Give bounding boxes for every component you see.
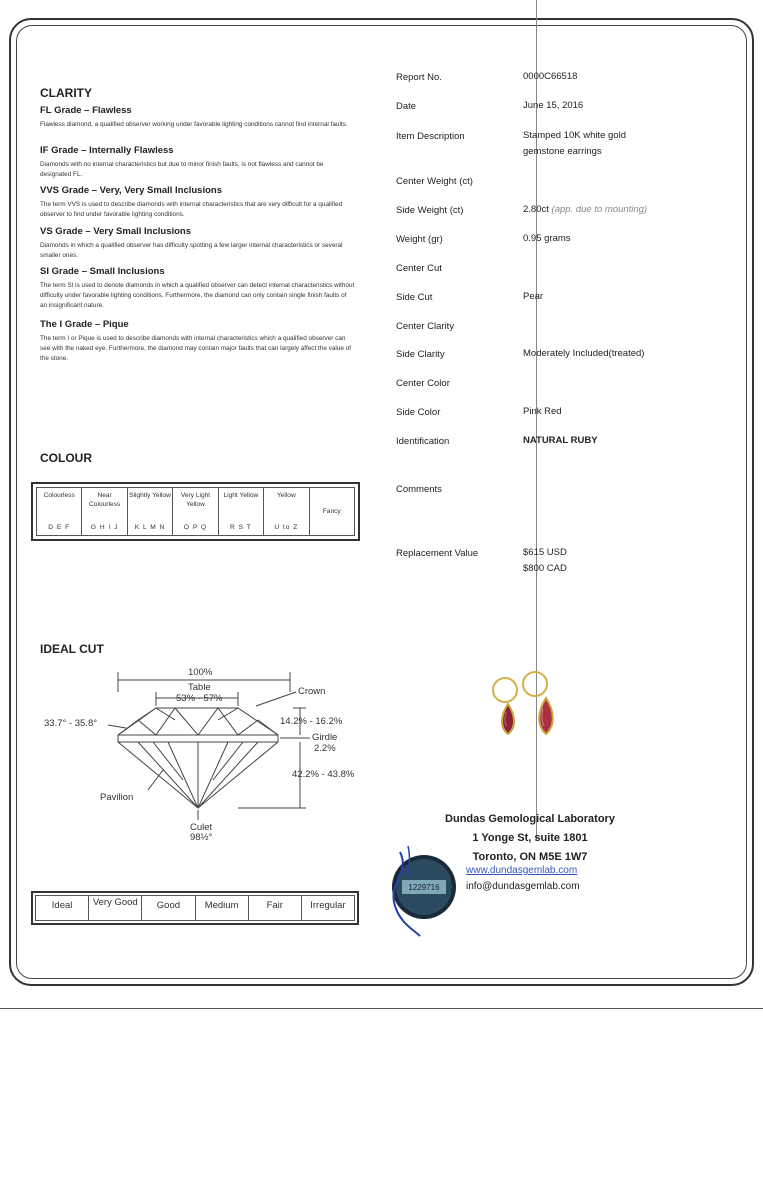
colour-cell xyxy=(82,488,127,535)
table-range-label: 53% - 57% xyxy=(176,693,223,704)
weight-value: 0.95 grams xyxy=(523,233,571,244)
earrings-photo xyxy=(470,664,570,744)
colour-name: Very Light Yellow xyxy=(180,492,211,508)
side-cut-value: Pear xyxy=(523,291,544,302)
clarity-grade-desc: The term I or Pique is used to describe diamonds with internal characteristics which a qualified observer can see with the naked eye. Furthermore, the diamond may contain major faults that can largely affect the value of the stone. xyxy=(40,335,352,362)
cut-grade-cell: Very Good xyxy=(89,896,142,920)
cut-grade-cell: Ideal xyxy=(36,896,89,920)
seal-number: 1229716 xyxy=(408,883,440,892)
colour-cell xyxy=(264,488,309,535)
crown-height-label: 14.2% - 16.2% xyxy=(280,716,343,727)
replacement-usd-value: $615 USD xyxy=(523,547,567,558)
lab-email: info@dundasgemlab.com xyxy=(466,881,580,892)
item-description-label: Item Description xyxy=(396,131,465,142)
colour-scale-table xyxy=(31,482,360,541)
center-cut-label: Center Cut xyxy=(396,263,442,274)
colour-name: Slightly Yellow xyxy=(129,492,171,499)
colour-cell xyxy=(310,488,354,535)
page-bottom-rule xyxy=(0,1008,763,1009)
identification-label: Identification xyxy=(396,436,450,447)
comments-label: Comments xyxy=(396,484,442,495)
hologram-seal xyxy=(380,842,468,937)
report-no-value: 0000C66518 xyxy=(523,71,578,82)
clarity-grade-title: The I Grade – Pique xyxy=(40,319,129,330)
pavilion-label: Pavilion xyxy=(100,792,134,803)
cut-grade-cell: Irregular xyxy=(310,900,346,911)
side-color-value: Pink Red xyxy=(523,406,562,417)
center-weight-label: Center Weight (ct) xyxy=(396,176,473,187)
crown-angle-label: 33.7° - 35.8° xyxy=(44,718,98,729)
girdle-pct-label: 2.2% xyxy=(314,743,336,754)
lab-address-line2: Toronto, ON M5E 1W7 xyxy=(472,851,588,863)
pavilion-depth-label: 42.2% - 43.8% xyxy=(292,769,355,780)
side-cut-label: Side Cut xyxy=(396,292,433,303)
clarity-grade-desc: The term VVS is used to describe diamonds with internal characteristics that are very difficult for a qualified observer to find under favorable lighting conditions. xyxy=(40,201,343,218)
colour-grades: G H I J xyxy=(90,524,119,531)
item-description-value: Stamped 10K white gold xyxy=(523,130,626,141)
table-label: Table xyxy=(188,682,211,693)
side-color-label: Side Color xyxy=(396,407,441,418)
replacement-cad-value: $800 CAD xyxy=(523,563,567,574)
colour-name: Colourless xyxy=(43,492,75,499)
culet-pct-label: 98½° xyxy=(190,832,213,843)
date-label: Date xyxy=(396,101,417,112)
cut-grade-table xyxy=(31,891,359,925)
colour-name: Yellow xyxy=(276,492,296,499)
clarity-grade-desc: Diamonds in which a qualified observer has difficulty spotting a few larger internal characteristics or several smaller ones. xyxy=(40,242,343,259)
clarity-grade-desc: Diamonds with no internal characteristics but due to minor finish faults, is not flawless and cannot be designated FL. xyxy=(40,161,324,178)
culet-label: Culet xyxy=(190,822,213,833)
colour-name: Near Colourless xyxy=(89,492,121,508)
colour-name: Fancy xyxy=(322,507,341,515)
side-weight-note: (app. due to mounting) xyxy=(551,204,648,215)
side-clarity-value: Moderately Included(treated) xyxy=(523,348,645,359)
clarity-grade-desc: Flawless diamond, a qualified observer working under favorable lighting conditions cannot find internal faults. xyxy=(40,121,348,128)
ideal-cut-heading: IDEAL CUT xyxy=(40,642,104,656)
crown-label: Crown xyxy=(298,686,326,697)
colour-grades: U to Z xyxy=(274,524,299,531)
item-description-value-line2: gemstone earrings xyxy=(523,146,602,157)
colour-grades: D E F xyxy=(48,524,71,531)
girdle-label: Girdle xyxy=(312,732,338,743)
cut-grade-cell: Fair xyxy=(249,896,302,920)
colour-heading: COLOUR xyxy=(40,451,92,465)
side-weight-value xyxy=(523,202,647,218)
side-weight-label: Side Weight (ct) xyxy=(396,205,464,216)
weight-label: Weight (gr) xyxy=(396,234,443,245)
colour-name: Light Yellow xyxy=(223,492,259,499)
clarity-grade-desc: The term SI is used to denote diamonds in which a qualified observer can detect internal characteristics without difficulty under favorable lighting conditions. Furthermore, the diamond can only contain single finish faults of an insignificant nature. xyxy=(40,282,355,309)
colour-cell xyxy=(128,488,173,535)
clarity-heading: CLARITY xyxy=(40,86,92,100)
lab-address-line1: 1 Yonge St, suite 1801 xyxy=(472,832,588,844)
clarity-grade-title: VS Grade – Very Small Inclusions xyxy=(40,226,192,237)
colour-grades: R S T xyxy=(230,524,252,531)
identification-value: NATURAL RUBY xyxy=(523,435,598,446)
report-no-label: Report No. xyxy=(396,72,442,83)
center-color-label: Center Color xyxy=(396,378,450,389)
clarity-grade-title: FL Grade – Flawless xyxy=(40,105,132,116)
lab-name: Dundas Gemological Laboratory xyxy=(445,813,615,825)
center-clarity-label: Center Clarity xyxy=(396,321,455,332)
side-clarity-label: Side Clarity xyxy=(396,349,445,360)
total-width-label: 100% xyxy=(188,667,213,678)
colour-cell xyxy=(37,488,82,535)
side-weight-amount: 2.80ct xyxy=(523,204,549,215)
clarity-grade-title: IF Grade – Internally Flawless xyxy=(40,145,174,156)
colour-grades: O P Q xyxy=(183,524,208,531)
cut-grade-cell: Good xyxy=(142,896,195,920)
lab-website-link[interactable]: www.dundasgemlab.com xyxy=(466,865,578,876)
colour-grades: K L M N xyxy=(134,524,166,531)
cut-grade-cell: Medium xyxy=(196,896,249,920)
colour-cell xyxy=(173,488,218,535)
clarity-grade-title: VVS Grade – Very, Very Small Inclusions xyxy=(40,185,222,196)
colour-cell xyxy=(219,488,264,535)
date-value: June 15, 2016 xyxy=(523,100,584,111)
diamond-proportions-diagram xyxy=(38,660,358,850)
clarity-grade-title: SI Grade – Small Inclusions xyxy=(40,266,165,277)
replacement-value-label: Replacement Value xyxy=(396,548,479,559)
